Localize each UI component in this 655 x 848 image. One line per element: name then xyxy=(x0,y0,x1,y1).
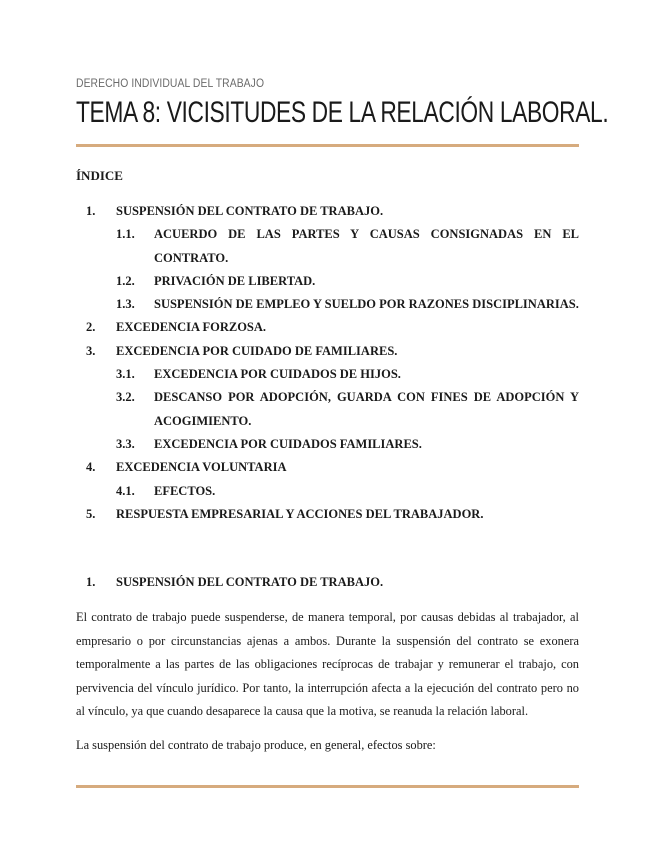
toc-item[interactable]: 1.3. SUSPENSIÓN DE EMPLEO Y SUELDO POR RAZONES DISCIPLINARIAS. xyxy=(116,297,579,312)
document-subtitle: DERECHO INDIVIDUAL DEL TRABAJO xyxy=(76,78,265,90)
footer-divider xyxy=(76,785,579,788)
toc-item[interactable]: 2. EXCEDENCIA FORZOSA. xyxy=(86,320,267,335)
body-paragraph: El contrato de trabajo puede suspenderse, de manera temporal, por causas debidas al trabajador, al empresario o por circunstancias ajenas a ambos. Durante la suspensión del contrato se exonera temporalmente a las partes de las obligaciones recíprocas de trabajar y remunerar el trabajo, con pervivencia del vínculo jurídico. Por tanto, la interrupción afecta a la ejecución del contrato pero no al vínculo, ya que cuando desaparece la causa que la motiva, se reanuda la relación laboral. xyxy=(76,610,579,718)
toc-item[interactable]: 1. SUSPENSIÓN DEL CONTRATO DE TRABAJO. xyxy=(86,204,384,218)
toc-item[interactable]: 3.3. EXCEDENCIA POR CUIDADOS FAMILIARES. xyxy=(116,436,422,451)
body-paragraph: La suspensión del contrato de trabajo produce, en general, efectos sobre: xyxy=(76,738,436,752)
toc-item[interactable]: 3.1. EXCEDENCIA POR CUIDADOS DE HIJOS. xyxy=(116,367,401,382)
document-title: TEMA 8: VICISITUDES DE LA RELACIÓN LABORAL. xyxy=(76,96,609,129)
table-of-contents xyxy=(76,200,579,526)
toc-item[interactable]: 1.1. ACUERDO DE LAS PARTES Y CAUSAS CONSIGNADAS EN EL CONTRATO. xyxy=(116,227,579,265)
section-title: SUSPENSIÓN DEL CONTRATO DE TRABAJO. xyxy=(116,575,384,589)
toc-item[interactable]: 3.2. DESCANSO POR ADOPCIÓN, GUARDA CON FINES DE ADOPCIÓN Y ACOGIMIENTO. xyxy=(116,390,579,428)
toc-item[interactable]: 4. EXCEDENCIA VOLUNTARIA xyxy=(86,460,287,475)
index-heading: ÍNDICE xyxy=(76,168,123,183)
toc-item[interactable]: 3. EXCEDENCIA POR CUIDADO DE FAMILIARES. xyxy=(86,343,398,358)
title-divider xyxy=(76,144,579,147)
section-number: 1. xyxy=(86,575,96,589)
toc-item[interactable]: 1.2. PRIVACIÓN DE LIBERTAD. xyxy=(116,273,316,288)
toc-item[interactable]: 5. RESPUESTA EMPRESARIAL Y ACCIONES DEL TRABAJADOR. xyxy=(86,506,484,521)
section-heading xyxy=(76,575,383,590)
toc-item[interactable]: 4.1. EFECTOS. xyxy=(116,483,216,498)
